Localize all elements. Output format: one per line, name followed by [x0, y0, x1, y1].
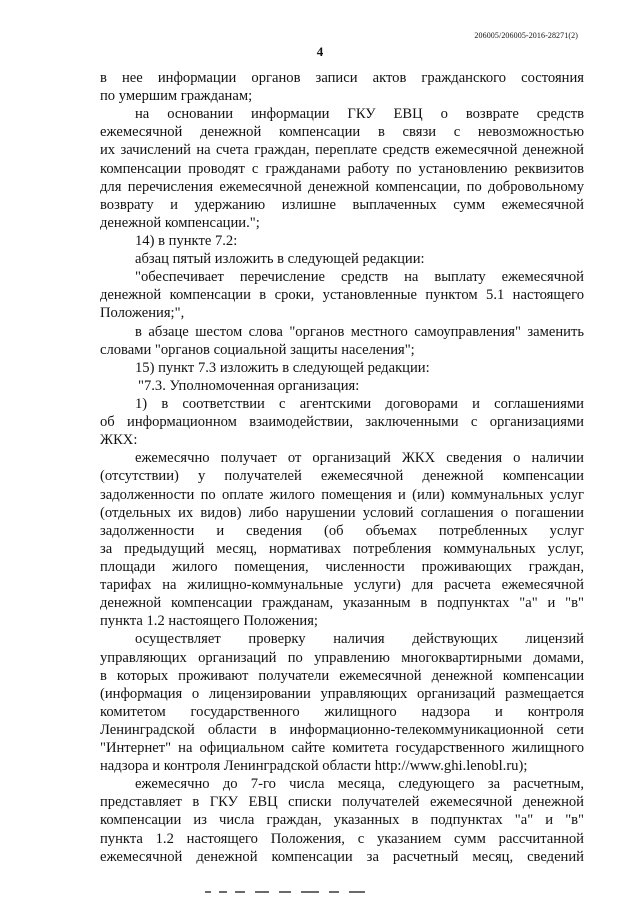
text-line: для перечисления ежемесячной денежной компенсации, по добровольному: [100, 178, 584, 195]
text-line: денежной компенсации.";: [100, 214, 260, 231]
text-line: Ленинградской области в информационно-телекоммуникационной сети: [100, 721, 584, 738]
text-line: площади жилого помещения, численности проживающих граждан,: [100, 558, 584, 575]
text-line: абзац пятый изложить в следующей редакции:: [135, 251, 425, 268]
text-line: ЖКХ:: [100, 432, 138, 449]
text-line: в нее информации органов записи актов гражданского состояния: [100, 70, 584, 86]
text-line: денежной компенсации в сроки, установленные пунктом 5.1 настоящего: [100, 287, 584, 304]
text-line: пункта 1.2 настоящего Положения, с указанием сумм рассчитанной: [100, 830, 584, 847]
text-line: надзора и контроля Ленинградской области http://www.ghi.lenobl.ru);: [100, 758, 528, 775]
text-line: ежемесячной денежной компенсации за расчетный месяц, сведений: [100, 848, 584, 865]
text-line: по умершим гражданам;: [100, 88, 253, 105]
text-line: 1) в соответствии с агентскими договорами и соглашениями: [135, 395, 584, 412]
page-number: 4: [316, 44, 324, 59]
text-line: денежной компенсации гражданам, указанным в подпунктах "а" и "в": [100, 595, 584, 612]
text-line: Положения;",: [100, 305, 185, 322]
text-line: "Интернет" на официальном сайте комитета государственного жилищного: [100, 740, 584, 757]
scan-artifact-marks: [205, 891, 385, 895]
text-line: ежемесячной денежной компенсации в связи с невозможностью: [100, 124, 584, 141]
text-line: в абзаце шестом слова "органов местного самоуправления" заменить: [135, 323, 584, 340]
text-line: задолженности по оплате жилого помещения и (или) коммунальных услуг: [100, 486, 584, 503]
text-line: ежемесячно получает от организаций ЖКХ сведения о наличии: [135, 450, 584, 467]
text-line: 14) в пункте 7.2:: [135, 232, 238, 249]
text-line: тарифах на жилищно-коммунальные услуги) для расчета ежемесячной: [100, 577, 584, 594]
text-line: об информационном взаимодействии, заключенными с организациями: [100, 414, 584, 431]
text-line: "обеспечивает перечисление средств на выплату ежемесячной: [135, 269, 584, 286]
text-line: "7.3. Уполномоченная организация:: [138, 377, 360, 394]
text-line: их зачислений на счета граждан, переплате средств ежемесячной денежной: [100, 142, 584, 159]
text-line: представляет в ГКУ ЕВЦ списки получателей ежемесячной денежной: [100, 794, 584, 811]
document-id: 206005/206005-2016-28271(2): [474, 31, 578, 40]
document-body: [100, 69, 584, 866]
text-line: комитетом государственного жилищного надзора и контроля: [100, 703, 584, 720]
text-line: (отсутствии) у получателей ежемесячной денежной компенсации: [100, 468, 584, 485]
text-line: компенсации проводят с гражданами работу по установлению реквизитов: [100, 160, 584, 177]
text-line: осуществляет проверку наличия действующих лицензий: [135, 631, 584, 648]
text-line: управляющих организаций по управлению многоквартирными домами,: [100, 649, 584, 666]
text-line: словами "органов социальной защиты населения";: [100, 341, 415, 358]
text-line: в которых проживают получатели ежемесячной денежной компенсации: [100, 667, 584, 684]
text-line: на основании информации ГКУ ЕВЦ о возврате средств: [135, 106, 584, 123]
text-line: задолженности и сведения (об объемах потребленных услуг: [100, 522, 584, 539]
text-line: пункта 1.2 настоящего Положения;: [100, 613, 318, 630]
text-line: ежемесячно до 7-го числа месяца, следующего за расчетным,: [135, 776, 584, 793]
text-line: 15) пункт 7.3 изложить в следующей редакции:: [135, 359, 430, 376]
text-line: (информация о лицензировании управляющих организаций размещается: [100, 685, 584, 702]
text-line: за предыдущий месяц, нормативах потребления коммунальных услуг,: [100, 540, 584, 557]
text-line: возврату и удержанию излишне выплаченных сумм ежемесячной: [100, 196, 584, 213]
text-line: (отдельных их видов) либо нарушении условий соглашения о погашении: [100, 504, 584, 521]
text-line: компенсации из числа граждан, указанных в подпунктах "а" и "в": [100, 812, 584, 829]
